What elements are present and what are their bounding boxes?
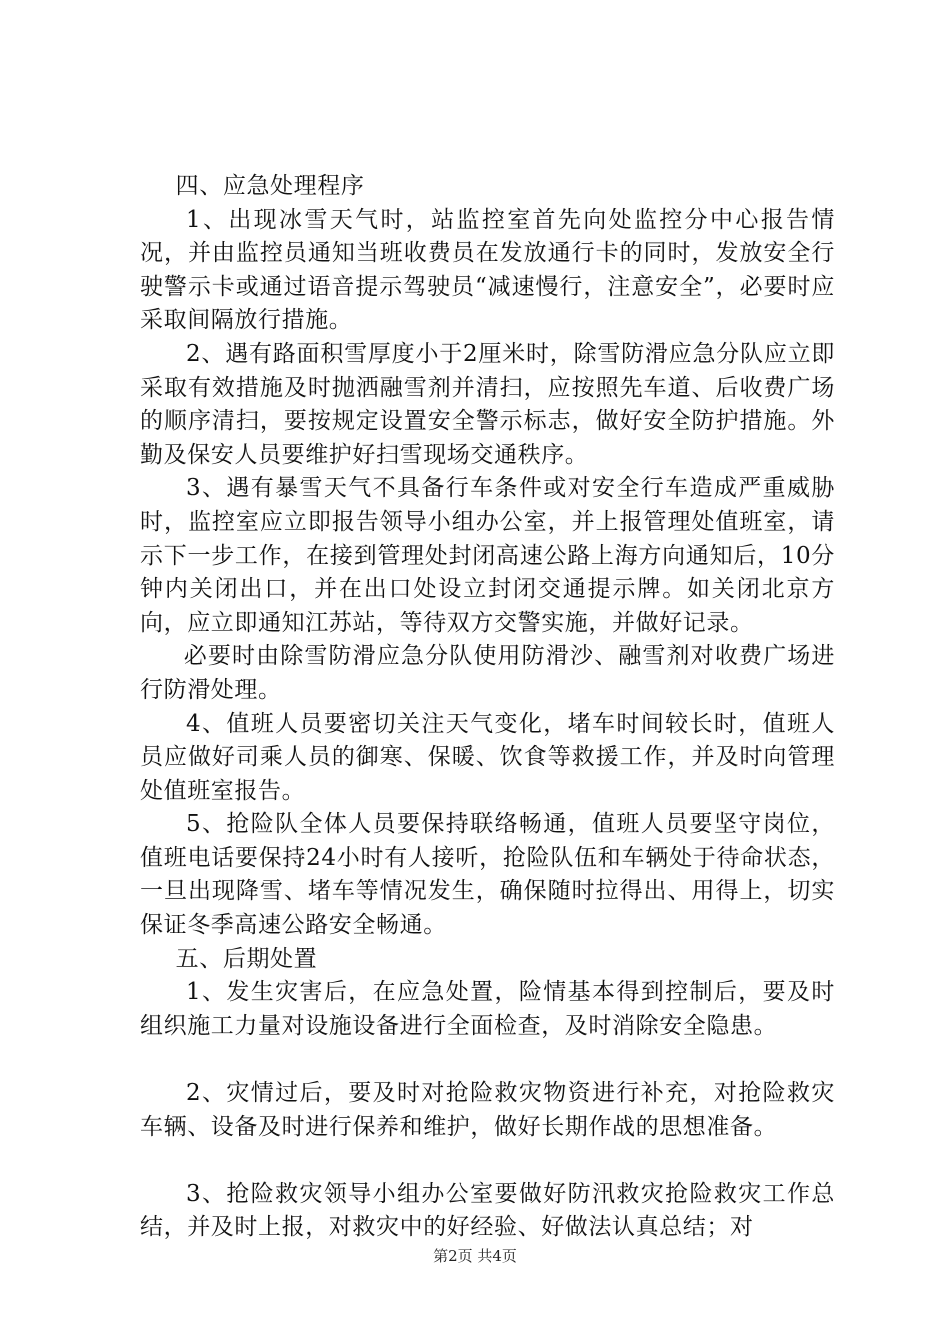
paragraph-aftermath-2: 2、灾情过后，要及时对抢险救灾物资进行补充，对抢险救灾车辆、设备及时进行保养和维护，做好长期作战的思想准备。 — [140, 1080, 835, 1140]
section-heading-aftermath: 五、后期处置 — [175, 945, 318, 972]
section-heading-emergency-procedure: 四、应急处理程序 — [175, 173, 365, 199]
paragraph-procedure-3-note: 必要时由除雪防滑应急分队使用防滑沙、融雪剂对收费广场进行防滑处理。 — [140, 643, 835, 703]
document-body — [140, 170, 835, 1245]
paragraph-aftermath-1: 1、发生灾害后，在应急处置，险情基本得到控制后，要及时组织施工力量对设施设备进行全面检查，及时消除安全隐患。 — [140, 979, 835, 1039]
paragraph-procedure-1: 1、出现冰雪天气时，站监控室首先向处监控分中心报告情况，并由监控员通知当班收费员在发放通行卡的同时，发放安全行驶警示卡或通过语音提示驾驶员“减速慢行，注意安全”，必要时应采取间隔放行措施。 — [140, 206, 835, 334]
paragraph-procedure-3: 3、遇有暴雪天气不具备行车条件或对安全行车造成严重威胁时，监控室应立即报告领导小组办公室，并上报管理处值班室，请示下一步工作，在接到管理处封闭高速公路上海方向通知后，10分钟内关闭出口，并在出口处设立封闭交通提示牌。如关闭北京方向，应立即通知江苏站，等待双方交警实施，并做好记录。 — [140, 475, 835, 636]
page-number-footer: 第2页 共4页 — [433, 1247, 517, 1265]
paragraph-procedure-2: 2、遇有路面积雪厚度小于2厘米时，除雪防滑应急分队应立即采取有效措施及时抛洒融雪剂并清扫，应按照先车道、后收费广场的顺序清扫，要按规定设置安全警示标志，做好安全防护措施。外勤及保安人员要维护好扫雪现场交通秩序。 — [140, 340, 835, 468]
paragraph-procedure-5: 5、抢险队全体人员要保持联络畅通，值班人员要坚守岗位，值班电话要保持24小时有人接听，抢险队伍和车辆处于待命状态，一旦出现降雪、堵车等情况发生，确保随时拉得出、用得上，切实保证冬季高速公路安全畅通。 — [140, 811, 835, 939]
paragraph-aftermath-3: 3、抢险救灾领导小组办公室要做好防汛救灾抢险救灾工作总结，并及时上报，对救灾中的好经验、好做法认真总结；对 — [140, 1180, 835, 1241]
paragraph-procedure-4: 4、值班人员要密切关注天气变化，堵车时间较长时，值班人员应做好司乘人员的御寒、保暖、饮食等救援工作，并及时向管理处值班室报告。 — [140, 710, 835, 804]
